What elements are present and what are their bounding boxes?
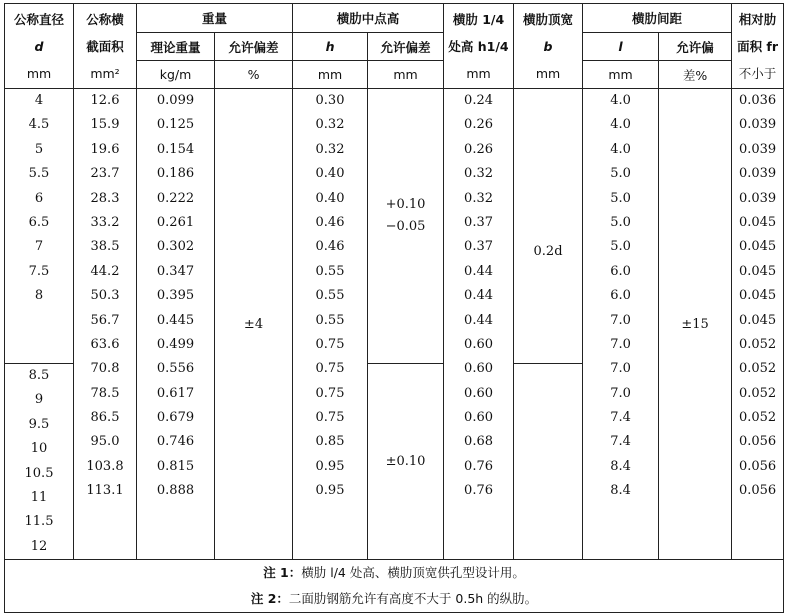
weight-tolerance-cell: ±4	[215, 89, 293, 560]
header-relative-area: 相对肋 面积 fr 不小于	[732, 4, 784, 89]
spacing-tolerance-cell: ±15	[659, 89, 732, 560]
header-spacing-group: 横肋间距	[583, 4, 732, 33]
h-tolerance-small-cell	[368, 89, 444, 364]
header-diameter: 公称直径 d mm	[5, 4, 74, 89]
table-body-block-1	[5, 89, 784, 364]
header-h-tolerance: 允许偏差	[368, 33, 444, 61]
header-h: h	[293, 33, 368, 61]
h-tolerance-large-cell: ±0.10	[368, 364, 444, 560]
header-weight-tolerance: 允许偏差	[215, 33, 293, 61]
header-theory-weight: 理论重量	[137, 33, 215, 61]
col-diameter-2: 8.5 9 9.5 10 10.5 11 11.5 12	[5, 364, 74, 560]
col-relative-area: 0.036 0.039 0.039 0.039 0.039 0.045 0.045 0.045 0.045 0.045 0.052 0.052 0.052 0.052 0.056 0.056 0.056	[732, 89, 784, 560]
header-h-tol-unit: mm	[368, 61, 444, 89]
col-quarter-height: 0.24 0.26 0.26 0.32 0.32 0.37 0.37 0.44 0.44 0.44 0.60 0.60 0.60 0.60 0.68 0.76 0.76	[444, 89, 514, 560]
header-quarter-height: 横肋 1/4 处高 h1/4 mm	[444, 4, 514, 89]
h-tolerance-plus: +0.10	[385, 197, 426, 212]
col-weight: 0.099 0.125 0.154 0.186 0.222 0.261 0.302 0.347 0.395 0.445 0.499 0.556 0.617 0.679 0.746 0.815 0.888	[137, 89, 215, 560]
h-tolerance-minus: −0.05	[385, 219, 426, 234]
note-2: 注 2：二面肋钢筋允许有高度不大于 0.5h 的纵肋。	[250, 591, 538, 607]
header-area: 公称横 截面积 mm²	[74, 4, 137, 89]
col-spacing: 4.0 4.0 4.0 5.0 5.0 5.0 5.0 6.0 6.0 7.0 7.0 7.0 7.0 7.4 7.4 8.4 8.4	[583, 89, 659, 560]
header-weight-tol-unit: %	[215, 61, 293, 89]
header-row-1	[5, 4, 784, 33]
header-spacing-tolerance-1: 允许偏	[659, 33, 732, 61]
notes-row	[5, 560, 784, 613]
header-top-width: 横肋顶宽 b mm	[514, 4, 583, 89]
header-weight-group: 重量	[137, 4, 293, 33]
notes-cell	[5, 560, 784, 613]
header-weight-unit: kg/m	[137, 61, 215, 89]
col-area: 12.6 15.9 19.6 23.7 28.3 33.2 38.5 44.2 50.3 56.7 63.6 70.8 78.5 86.5 95.0 103.8 113.1	[74, 89, 137, 560]
col-diameter-1: 4 4.5 5 5.5 6 6.5 7 7.5 8	[5, 89, 74, 364]
header-l-unit: mm	[583, 61, 659, 89]
top-width-lower-cell	[514, 364, 583, 560]
header-spacing-tolerance-2: 差%	[659, 61, 732, 89]
top-width-cell: 0.2d	[514, 89, 583, 364]
col-h: 0.30 0.32 0.32 0.40 0.40 0.46 0.46 0.55 0.55 0.55 0.75 0.75 0.75 0.75 0.85 0.95 0.95	[293, 89, 368, 560]
rebar-dimension-table	[4, 3, 784, 613]
note-1: 注 1：横肋 l/4 处高、横肋顶宽供孔型设计用。	[263, 565, 525, 581]
header-h-unit: mm	[293, 61, 368, 89]
header-l: l	[583, 33, 659, 61]
header-rib-height-group: 横肋中点高	[293, 4, 444, 33]
